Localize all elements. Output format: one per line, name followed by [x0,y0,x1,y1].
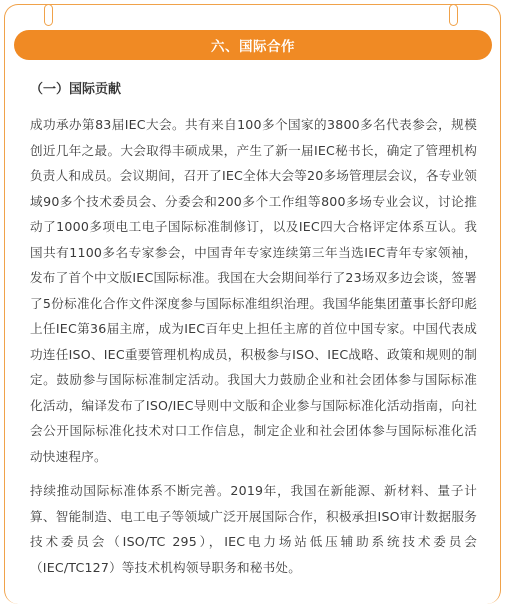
section-header-bar [14,30,492,60]
section-title: 六、国际合作 [211,39,295,55]
body-paragraph: 持续推动国际标准体系不断完善。2019年，我国在新能源、新材料、量子计算、智能制造、电工电子等领域广泛开展国际合作，积极承担ISO审计数据服务技术委员会（ISO/TC 295），IEC电力场站低压辅助系统技术委员会（IEC/TC127）等技术机构领导职务和秘书处。 [30,483,477,575]
subsection-heading: （一）国际贡献 [30,82,122,97]
binder-ring-right [449,4,458,26]
binder-ring-left [44,4,53,26]
body-paragraph: 成功承办第83届IEC大会。共有来自100多个国家的3800多名代表参会，规模创近几年之最。大会取得丰硕成果，产生了新一届IEC秘书长，确定了管理机构负责人和成员。会议期间，召开了IEC全体大会等20多场管理层会议，各专业领域90多个技术委员会、分委会和200多个工作组等800多场专业会议，讨论推动了1000多项电工电子国际标准制修订，以及IEC四大合格评定体系互认。我国共有1100多名专家参会，中国青年专家连续第三年当选IEC青年专家领袖，发布了首个中文版IEC国际标准。我国在大会期间举行了23场双多边会谈，签署了5份标准化合作文件深度参与国际标准组织治理。我国华能集团董事长舒印彪上任IEC第36届主席，成为IEC百年史上担任主席的首位中国专家。中国代表成功连任ISO、IEC重要管理机构成员，积极参与ISO、IEC战略、政策和规则的制定。鼓励参与国际标准制定活动。我国大力鼓励企业和社会团体参与国际标准化活动，编译发布了ISO/IEC导则中文版和企业参与国际标准化活动指南，向社会公开国际标准化技术对口工作信息，制定企业和社会团体参与国际标准化活动快速程序。 [30,117,477,464]
